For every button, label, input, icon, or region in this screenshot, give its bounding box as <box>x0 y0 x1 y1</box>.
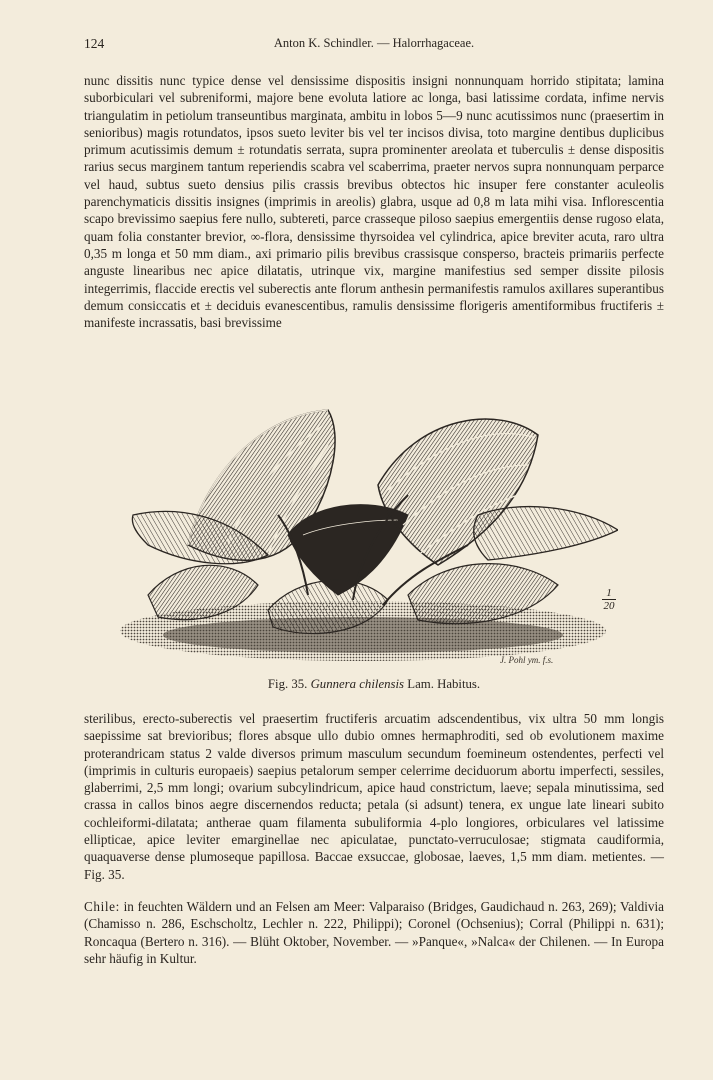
page-number: 124 <box>84 36 105 51</box>
running-head: Anton K. Schindler. — Halorrhagaceae. <box>273 36 475 50</box>
caption-species: Gunnera chilensis <box>310 677 405 691</box>
scale-numerator: 1 <box>606 587 612 599</box>
description-paragraph-2: sterilibus, erecto-suberectis vel praesertim fructiferis arcuatim adscendentibus, vix ultra 50 mm longis saepissime sat brevioribus; flores absque ullo dubio omnes hermaphroditi, sed ob evolutionem maxime proterandricam status 2 valde diversos primum masculum secundum foemineum ostendentes, perfecti vel (imprimis in culturis europaeis) saepius petalorum semper celerrime deciduorum abortu imperfecti, sessiles, glaberrimi, 2,5 mm longi; ovarium subcylindricum, apice haud constrictum, laeve; sepala minutissima, sed crassa in callos binos aegre discernendos reducta; petala (si adsunt) tenera, ex ungue late lineari subito cochleiformi-dilatata; antherae quam filamenta subuliformia 4-plo longiores, orbiculares vel latissime ellipticae, apice leviter emarginellae nec apiculatae, punctato-verruculosae; stigmata caudiformia, quaquaverse dense plumoseque papillosa. Baccae exsuccae, globosae, laeves, 1,5 mm diam. metientes. — Fig. 35. <box>84 711 664 882</box>
page-header <box>84 36 664 56</box>
figure-gunnera-illustration <box>118 395 618 673</box>
distribution-text: in feuchten Wäldern und an Felsen am Meer: Valparaiso (Bridges, Gaudichaud n. 263, 269); Valdivia (Chamisso n. 286, Eschscholtz, Lechler n. 222, Philippi); Coronel (Ochsenius); Corral (Philippi n. 631); Roncaqua (Bertero n. 316). — Blüht Oktober, November. — »Panque«, »Nalca« der Chilenen. — In Europa sehr häufig in Kultur. <box>84 899 664 966</box>
engraver-signature: J. Pohl ym. f.s. <box>500 655 554 665</box>
scale-denominator: 20 <box>603 600 615 612</box>
distribution-region: Chile: <box>84 899 120 914</box>
figure-caption <box>84 677 664 692</box>
leaf-right-far <box>474 507 618 560</box>
caption-prefix: Fig. 35. <box>267 677 308 691</box>
caption-suffix: Lam. Habitus. <box>407 677 481 691</box>
plant-illustration <box>118 395 618 673</box>
description-paragraph-1: nunc dissitis nunc typice dense vel densissime dispositis insigni nonnunquam horrido stipitata; lamina suborbiculari vel subreniformi, majore bene evoluta latiore ac longa, basi latissime cordata, infime nervis triangulatim in petiolum transeuntibus marginata, ambitu in lobos 5—9 nunc acutissimos nunc (praesertim in senioribus) magis rotundatos, ipsos sueto leviter bis vel ter incisos divisa, toto margine dentibus duplicibus primum acutissimis demum ± rotundatis serrata, supra prominenter areolata et tuberculis ± dense dispositis rarius secus marginem tantum reperiendis scabra vel scaberrima, praeter nervos supra nonnunquam perparce vel haud, subtus sueto densius pilis crassis brevibus obtectos hic insuper fere constanter aculeolis parenchymaticis dissitis insignes (imprimis in areolis) glabra, usque ad 0,8 m lata mihi visa. Inflorescentia scapo brevissimo saepius fere nullo, subtereti, parce crasseque piloso saepius emergentiis dense rugoso elata, quam folia constanter brevior, ∞-flora, densissime thyrsoidea vel cylindrica, apice breviter acuta, raro ultra 0,35 m longa et 50 mm diam., axi primario pilis brevibus crassisque consperso, bracteis primariis perfecte anguste linearibus nec apice dilatatis, utrinque vix, margine manifestius sed semper dissite pilosis integerrimis, flaccide erectis vel suberectis ante florum anthesin permanifestis ramulos axillares superantibus demum consiccatis et ± deciduis evanescentibus, ramulis densissime florigeris amentiformibus fructiferis ± manifeste incrassatis, basi brevissime <box>84 73 664 331</box>
distribution-paragraph <box>84 898 664 967</box>
scale-fraction <box>602 588 616 611</box>
